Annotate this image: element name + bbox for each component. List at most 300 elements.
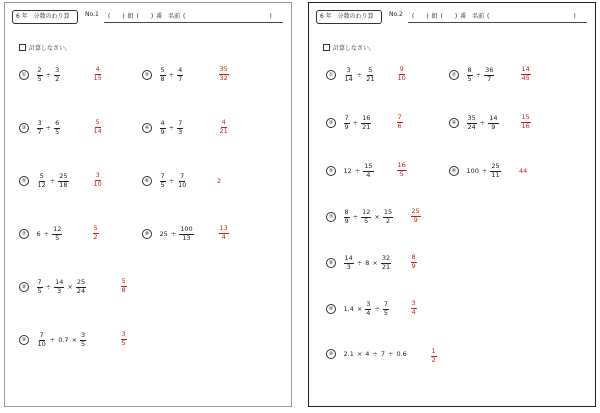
operator: ÷ <box>388 350 394 358</box>
denominator: 21 <box>366 74 375 83</box>
denominator: 4 <box>221 232 226 241</box>
fraction <box>93 225 99 241</box>
denominator: 12 <box>37 180 46 189</box>
answer <box>91 225 100 241</box>
fraction <box>365 301 371 317</box>
problem-number: ② <box>142 70 152 80</box>
numerator: 16 <box>362 114 371 122</box>
denominator: 32 <box>219 73 228 82</box>
problem-number: ⑧ <box>142 229 152 239</box>
answer <box>217 177 221 185</box>
fraction <box>37 332 47 348</box>
operator: × <box>356 305 363 313</box>
fraction <box>484 67 494 83</box>
problem-item <box>449 67 496 83</box>
answer <box>395 114 404 130</box>
numerator: 25 <box>411 207 420 215</box>
answer <box>91 172 104 188</box>
answer <box>395 162 408 178</box>
denominator: 2 <box>385 216 391 225</box>
denominator: 4 <box>366 308 371 317</box>
fraction <box>93 66 103 82</box>
numerator: 5 <box>95 118 100 126</box>
numerator: 8 <box>411 253 416 261</box>
numerator: 14 <box>521 65 530 73</box>
operator: ÷ <box>352 213 359 221</box>
operator: ÷ <box>475 71 482 79</box>
fraction <box>411 300 417 316</box>
numerator: 4 <box>221 118 226 126</box>
fraction <box>177 173 187 189</box>
numerator: 35 <box>219 65 228 73</box>
operator: ÷ <box>168 71 175 79</box>
numerator: 15 <box>521 113 530 121</box>
grade-label: 6 年 <box>16 13 28 20</box>
problem-item <box>19 226 64 242</box>
problem-item <box>326 209 395 225</box>
denominator: 8 <box>160 74 165 83</box>
denominator: 11 <box>491 170 500 179</box>
numerator: 3 <box>81 331 86 339</box>
fraction <box>121 331 127 347</box>
fraction <box>219 119 229 135</box>
answer <box>91 119 104 135</box>
numerator: 16 <box>397 161 406 169</box>
numerator: 14 <box>55 278 64 286</box>
numerator: 4 <box>160 119 165 127</box>
operator: ÷ <box>45 124 52 132</box>
numerator: 7 <box>39 331 44 339</box>
denominator: 18 <box>59 180 68 189</box>
problem-item <box>19 173 70 189</box>
numerator: 7 <box>160 172 165 180</box>
fraction <box>521 114 531 130</box>
numerator: 8 <box>467 66 472 74</box>
problem-item <box>326 349 408 359</box>
numerator: 25 <box>59 172 68 180</box>
checkbox-icon <box>19 44 26 51</box>
expression <box>158 173 189 189</box>
expression <box>342 115 373 131</box>
problem-item <box>449 115 500 131</box>
problem-item <box>326 67 377 83</box>
fraction <box>488 115 498 131</box>
fraction <box>52 226 62 242</box>
number: 2.1 <box>343 350 354 358</box>
expression <box>35 226 64 242</box>
number: 8 <box>365 259 370 267</box>
header-underline <box>104 22 283 23</box>
denominator: 9 <box>411 261 416 270</box>
operator: ÷ <box>356 71 363 79</box>
denominator: 5 <box>364 216 369 225</box>
sheet-number: No.2 <box>389 11 403 18</box>
problem-number: ① <box>326 70 336 80</box>
denominator: 13 <box>182 233 191 242</box>
denominator: 45 <box>521 73 530 82</box>
expression <box>465 67 496 83</box>
numerator: 5 <box>93 224 98 232</box>
numerator: 3 <box>366 300 371 308</box>
denominator: 2 <box>93 232 98 241</box>
fraction <box>54 120 60 136</box>
denominator: 5 <box>467 74 472 83</box>
answer <box>519 114 532 130</box>
number: 0.6 <box>396 350 407 358</box>
denominator: 9 <box>344 216 349 225</box>
numerator: 36 <box>485 66 494 74</box>
numerator: 15 <box>383 208 393 216</box>
answer <box>409 254 418 270</box>
problem-number: ⑨ <box>326 304 336 314</box>
denominator: 16 <box>521 121 530 130</box>
denominator: 14 <box>93 126 102 135</box>
denominator: 3 <box>57 286 62 295</box>
grade-label: 6 年 <box>320 13 332 20</box>
number: 12 <box>343 167 352 175</box>
problem-item <box>142 226 195 242</box>
denominator: 7 <box>37 127 42 136</box>
worksheet-2 <box>308 2 596 407</box>
denominator: 3 <box>346 262 351 271</box>
numerator: 7 <box>344 114 349 122</box>
numerator: 5 <box>39 172 44 180</box>
problem-number: ⑩ <box>326 349 336 359</box>
expression <box>342 301 391 317</box>
numerator: 14 <box>344 254 353 262</box>
worksheet-header <box>316 10 587 24</box>
fraction <box>177 67 183 83</box>
numerator: 13 <box>219 224 228 232</box>
number: 6 <box>36 230 41 238</box>
fraction <box>521 66 531 82</box>
expression <box>342 163 375 179</box>
problem-number: ⑦ <box>326 212 336 222</box>
problem-number: ⑦ <box>19 229 29 239</box>
answer <box>409 300 418 316</box>
answer <box>519 66 532 82</box>
fraction <box>37 67 43 83</box>
problem-number: ⑤ <box>326 166 336 176</box>
problem-number: ⑧ <box>326 258 336 268</box>
problem-item <box>19 120 62 136</box>
denominator: 9 <box>160 127 165 136</box>
problem-item <box>449 163 502 179</box>
numerator: 12 <box>53 225 62 233</box>
name-field: ( ) 組 ( ) 番 名前 ( ) <box>108 13 272 20</box>
problem-item <box>142 120 185 136</box>
problem-number: ⑥ <box>449 166 459 176</box>
operator: ÷ <box>479 119 486 127</box>
numerator: 4 <box>95 65 100 73</box>
operator: ÷ <box>43 230 50 238</box>
numerator: 3 <box>55 66 60 74</box>
name-field: ( ) 組 ( ) 番 名前 ( ) <box>412 13 576 20</box>
problem-number: ⑩ <box>19 335 29 345</box>
numerator: 3 <box>346 66 351 74</box>
expression <box>342 209 395 225</box>
numerator: 6 <box>55 119 60 127</box>
fraction <box>93 172 103 188</box>
sheet-number: No.1 <box>85 11 99 18</box>
operator: × <box>356 350 363 358</box>
operator: ÷ <box>49 177 56 185</box>
denominator: 5 <box>399 169 404 178</box>
numerator: 8 <box>344 208 349 216</box>
denominator: 2 <box>55 74 60 83</box>
problem-number: ④ <box>142 123 152 133</box>
fraction <box>397 162 407 178</box>
numerator: 4 <box>178 66 183 74</box>
fraction <box>160 67 166 83</box>
fraction <box>219 225 229 241</box>
fraction <box>383 301 389 317</box>
fraction <box>219 66 229 82</box>
instruction-text: 計算しなさい。 <box>29 45 72 52</box>
problem-number: ⑤ <box>19 176 29 186</box>
operator: × <box>372 259 378 267</box>
fraction <box>397 114 403 130</box>
denominator: 10 <box>397 73 406 82</box>
answer <box>217 119 230 135</box>
operator: ÷ <box>49 336 56 344</box>
number: 7 <box>380 350 386 358</box>
denominator: 5 <box>383 308 389 317</box>
fraction <box>397 66 407 82</box>
numerator: 5 <box>368 66 373 74</box>
problem-item <box>326 115 373 131</box>
fraction <box>37 120 43 136</box>
problem-number: ⑥ <box>142 176 152 186</box>
operator: ÷ <box>374 305 380 313</box>
expression <box>342 350 408 358</box>
numerator: 5 <box>160 66 165 74</box>
numerator: 32 <box>381 254 391 262</box>
operator: ÷ <box>45 283 52 291</box>
expression <box>158 226 195 242</box>
denominator: 8 <box>121 285 126 294</box>
topic-label: 分数のわり算 <box>33 13 70 20</box>
numerator: 9 <box>399 65 404 73</box>
denominator: 10 <box>37 339 46 348</box>
fraction <box>490 163 500 179</box>
denominator: 5 <box>121 338 126 347</box>
operator: ÷ <box>356 259 363 267</box>
problem-item <box>326 255 393 271</box>
denominator: 6 <box>397 121 402 130</box>
fraction <box>179 226 193 242</box>
numerator: 7 <box>180 172 185 180</box>
numerator: 7 <box>383 300 389 308</box>
problem-number: ② <box>449 70 459 80</box>
operator: ÷ <box>372 350 378 358</box>
fraction <box>37 279 43 295</box>
expression <box>158 120 185 136</box>
expression <box>35 120 62 136</box>
operator: ÷ <box>352 119 359 127</box>
checkbox-icon <box>323 44 330 51</box>
expression <box>465 163 502 179</box>
denominator: 5 <box>55 233 60 242</box>
operator: ÷ <box>170 230 177 238</box>
operator: ÷ <box>481 167 488 175</box>
numerator: 1 <box>431 347 436 355</box>
fraction <box>361 209 371 225</box>
fraction <box>160 120 166 136</box>
problem-item <box>19 279 88 295</box>
answer-value: 44 <box>519 167 528 175</box>
fraction <box>54 279 64 295</box>
operator: ÷ <box>45 71 52 79</box>
denominator: 21 <box>362 122 371 131</box>
number: 0.7 <box>58 336 69 344</box>
fraction <box>58 173 68 189</box>
problem-item <box>19 332 88 348</box>
numerator: 7 <box>178 119 183 127</box>
answer <box>429 348 438 364</box>
numerator: 35 <box>467 114 476 122</box>
denominator: 4 <box>366 170 371 179</box>
denominator: 5 <box>37 74 42 83</box>
denominator: 5 <box>37 286 42 295</box>
numerator: 12 <box>362 208 371 216</box>
fraction <box>54 67 60 83</box>
expression <box>342 67 377 83</box>
fraction <box>467 67 473 83</box>
expression <box>35 67 62 83</box>
answer <box>91 66 104 82</box>
number: 25 <box>159 230 168 238</box>
problem-item <box>326 163 375 179</box>
fraction <box>365 67 375 83</box>
denominator: 9 <box>491 122 496 131</box>
operator: × <box>71 336 78 344</box>
number: 100 <box>466 167 479 175</box>
problem-item <box>19 67 62 83</box>
answer <box>119 278 128 294</box>
numerator: 3 <box>37 119 42 127</box>
answer <box>409 208 422 224</box>
answer <box>217 66 230 82</box>
denominator: 14 <box>344 74 353 83</box>
operator: × <box>374 213 380 221</box>
fraction <box>411 208 421 224</box>
topic-label: 分数のわり算 <box>337 13 374 20</box>
answer <box>519 167 527 175</box>
fraction <box>93 119 103 135</box>
problem-number: ③ <box>19 123 29 133</box>
header-underline <box>408 22 587 23</box>
operator: ÷ <box>354 167 361 175</box>
denominator: 10 <box>178 180 187 189</box>
expression <box>35 279 88 295</box>
worksheet-1 <box>4 2 292 407</box>
numerator: 14 <box>489 114 498 122</box>
instruction <box>19 43 71 52</box>
number: 4 <box>365 350 370 358</box>
denominator: 2 <box>431 355 436 364</box>
denominator: 5 <box>160 180 165 189</box>
answer-value: 2 <box>217 177 222 185</box>
fraction <box>177 120 183 136</box>
instruction-text: 計算しなさい。 <box>333 45 376 52</box>
fraction <box>381 255 391 271</box>
denominator: 9 <box>413 215 418 224</box>
fraction <box>411 254 417 270</box>
expression <box>158 67 185 83</box>
numerator: 7 <box>37 278 42 286</box>
fraction <box>344 209 350 225</box>
fraction <box>160 173 166 189</box>
denominator: 4 <box>411 307 416 316</box>
problem-number: ③ <box>326 118 336 128</box>
denominator: 10 <box>93 179 102 188</box>
denominator: 3 <box>178 127 183 136</box>
answer <box>217 225 230 241</box>
denominator: 24 <box>467 122 476 131</box>
numerator: 3 <box>121 330 126 338</box>
expression <box>465 115 500 131</box>
numerator: 3 <box>411 299 416 307</box>
expression <box>342 255 393 271</box>
fraction <box>121 278 127 294</box>
problem-number: ① <box>19 70 29 80</box>
numerator: 2 <box>37 66 42 74</box>
numerator: 5 <box>121 277 126 285</box>
denominator: 5 <box>55 127 60 136</box>
number: 1.4 <box>343 305 354 313</box>
problem-number: ⑨ <box>19 282 29 292</box>
fraction <box>344 67 354 83</box>
fraction <box>344 115 350 131</box>
denominator: 7 <box>178 74 183 83</box>
denominator: 21 <box>219 126 228 135</box>
expression <box>35 173 70 189</box>
answer <box>395 66 408 82</box>
operator: ÷ <box>168 177 175 185</box>
numerator: 25 <box>491 162 500 170</box>
numerator: 15 <box>364 162 373 170</box>
title-box <box>12 10 78 24</box>
operator: × <box>67 283 73 291</box>
denominator: 15 <box>93 73 102 82</box>
operator: ÷ <box>168 124 175 132</box>
numerator: 3 <box>95 171 100 179</box>
denominator: 5 <box>81 339 86 348</box>
problem-number: ④ <box>449 118 459 128</box>
numerator: 100 <box>180 225 193 233</box>
title-box <box>316 10 382 24</box>
answer <box>119 331 128 347</box>
denominator: 9 <box>344 122 349 131</box>
denominator: 21 <box>381 262 391 271</box>
fraction <box>37 173 47 189</box>
numerator: 25 <box>76 278 86 286</box>
expression <box>35 332 88 348</box>
denominator: 7 <box>487 74 492 83</box>
fraction <box>363 163 373 179</box>
fraction <box>467 115 477 131</box>
numerator: 7 <box>397 113 402 121</box>
fraction <box>80 332 86 348</box>
instruction <box>323 43 375 52</box>
worksheet-header <box>12 10 283 24</box>
problem-item <box>142 173 189 189</box>
denominator: 24 <box>76 286 86 295</box>
fraction <box>344 255 354 271</box>
problem-item <box>142 67 185 83</box>
fraction <box>361 115 371 131</box>
